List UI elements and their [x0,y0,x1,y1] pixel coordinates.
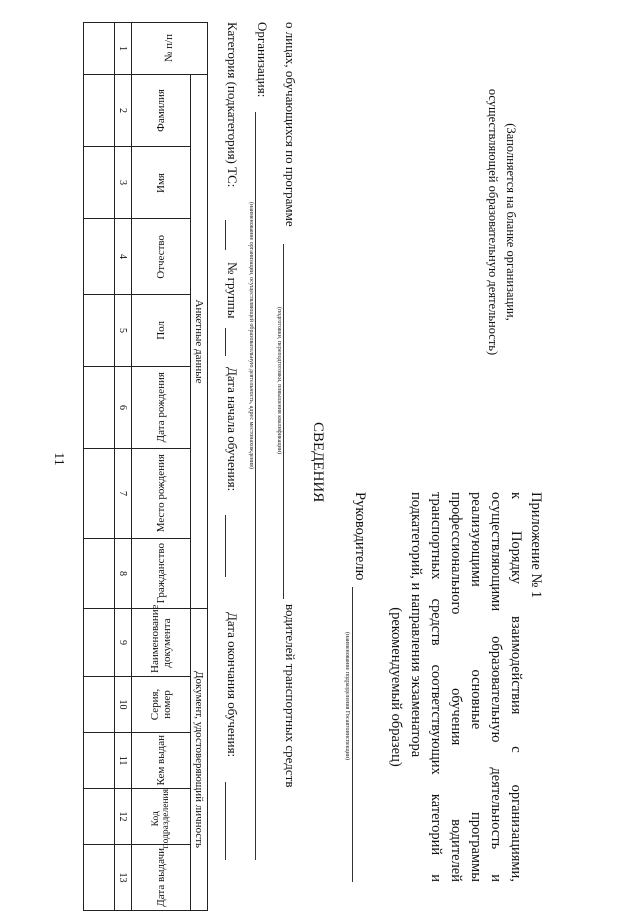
head-fill-line [352,587,353,882]
start-date-label: Дата начала обучения: [225,367,240,492]
column-header-division-code: Код подразделения [132,789,191,845]
column-header-patronymic: Отчество [132,219,191,295]
column-number: 7 [115,449,132,539]
column-number: 10 [115,677,132,733]
column-header-name: Имя [132,147,191,219]
column-number: 5 [115,295,132,367]
column-header-number: № п/п [132,23,208,75]
group-header-personal: Анкетные данные [191,75,208,609]
page-number: 11 [51,452,66,466]
column-header-series-number: Серия, номер [132,677,191,733]
organization-caption: (наименование организации, осуществляющей образовательную деятельность, адрес местонахождения) [248,202,254,469]
table-cell[interactable] [84,677,115,733]
category-fill-line [225,220,226,250]
column-number: 12 [115,789,132,845]
program-caption: (подготовки, переподготовки, повышения квалификации) [276,307,282,455]
column-number: 2 [115,75,132,147]
column-header-citizenship: Гражданство [132,539,191,609]
table-cell[interactable] [84,147,115,219]
appendix-line-8: (рекомендуемый образец) [388,607,404,767]
column-number: 9 [115,609,132,677]
appendix-line-3: осуществляющими образовательную деятельность и [488,492,504,882]
table-cell[interactable] [84,367,115,449]
table-cell[interactable] [84,609,115,677]
appendix-line-1: Приложение № 1 [528,492,544,599]
head-label: Руководителю [352,492,368,581]
end-date-label: Дата окончания обучения: [225,612,240,758]
organization-label: Организация: [255,22,270,98]
table-cell[interactable] [84,845,115,911]
column-number: 13 [115,845,132,911]
table-column-header-row [132,23,191,911]
column-header-sex: Пол [132,295,191,367]
table-cell[interactable] [84,219,115,295]
group-label: № группы [225,262,240,319]
organization-fill-line [255,112,256,860]
table-group-header-row [191,23,208,911]
program-fill-line [283,244,284,599]
column-header-surname: Фамилия [132,75,191,147]
appendix-line-5: профессионального обучения водителей [448,492,464,882]
table-cell[interactable] [84,295,115,367]
program-prefix: о лицах, обучающихся по программе [283,22,298,227]
table-empty-row [84,23,115,911]
column-number: 8 [115,539,132,609]
column-number: 6 [115,367,132,449]
column-header-issue-date: Дата выдачи [132,845,191,911]
column-number: 4 [115,219,132,295]
group-fill-line [225,328,226,356]
group-header-identity: Документ, удостоверяющий личность [191,609,208,911]
appendix-line-6: транспортных средств соответствующих категорий и [428,492,444,882]
table-number-row [115,23,132,911]
students-table [83,22,208,911]
column-header-birth-date: Дата рождения [132,367,191,449]
document-title: СВЕДЕНИЯ [310,422,326,503]
column-header-issued-by: Кем выдан [132,733,191,789]
appendix-line-2: к Порядку взаимодействия с организациями, [508,492,524,882]
column-number: 1 [115,23,132,75]
table-cell[interactable] [84,449,115,539]
appendix-line-7: подкатегорий, и направления экзаменатора [408,492,424,758]
program-suffix: водителей транспортных средств [283,604,298,788]
table-cell[interactable] [84,789,115,845]
table-cell[interactable] [84,23,115,75]
head-caption: (наименование подразделения Госавтоинспекции) [344,632,350,761]
end-date-fill-line [225,782,226,860]
column-number: 3 [115,147,132,219]
start-date-fill-line [225,515,226,577]
category-label: Категория (подкатегория) ТС: [225,22,240,188]
appendix-block [386,492,546,882]
table-cell[interactable] [84,75,115,147]
column-number: 11 [115,733,132,789]
table-cell[interactable] [84,733,115,789]
appendix-line-4: реализующими основные программы [468,492,484,882]
rotated-sheet [60,22,560,907]
table-cell[interactable] [84,539,115,609]
column-header-document-name: Наименование документа [132,609,191,677]
blank-note: (Заполняется на бланке организации, осуществляющей образовательную деятельность) [486,88,518,356]
column-header-birth-place: Место рождения [132,449,191,539]
